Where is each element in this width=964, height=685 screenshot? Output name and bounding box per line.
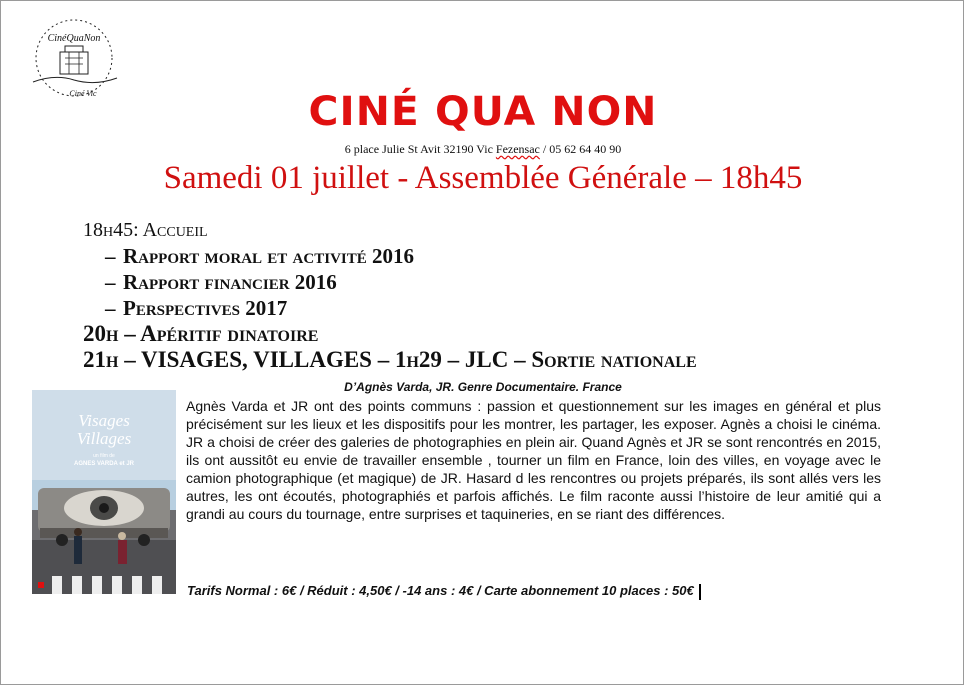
address-town: Fezensac: [495, 142, 540, 156]
event-subtitle: Samedi 01 juillet - Assemblée Générale – 18h45: [163, 160, 803, 196]
film-credit: D’Agnès Varda, JR. Genre Documentaire. France: [344, 380, 622, 394]
text-cursor: [699, 584, 701, 600]
address-prefix: 6 place Julie St Avit 32190 Vic: [344, 142, 496, 156]
address-line: [1, 142, 964, 157]
program-time: 18h45:: [83, 219, 139, 241]
poster-title-1: Visages: [78, 411, 130, 430]
film-poster-image: [32, 390, 176, 594]
svg-text:Ciné Vic: Ciné Vic: [69, 89, 97, 98]
program-item: – Rapport financier 2016: [105, 270, 337, 294]
poster-directors: AGNES VARDA et JR: [73, 461, 135, 467]
page-title: CINÉ QUA NON: [308, 89, 658, 135]
program-label: Accueil: [142, 219, 208, 241]
film-synopsis: Agnès Varda et JR ont des points communs : passion et questionnement sur les images en général et plus précisément sur les lieux et les dispositifs pour les montrer, les partager, les exposer. Agnès a choisi le cinéma. JR a choisi de créer des galeries de photographies en plein air. Quand Agnès et JR se sont rencontrés en 2015, ils ont aussitôt eu envie de travailler ensemble , tourner un film en France, loin des villes, en voyage avec le camion photographique (et magique) de JR. Hasard d les rencontres ou projets préparés, ils sont allés vers les autres, les ont écoutés, photographiés et parfois affichés. Le film raconte aussi l’histoire de leur amitié qui a grandi au cours du tournage, entre surprises et taquineries, en se riant des différences.: [186, 398, 881, 522]
program-list: [83, 217, 697, 373]
program-line-accueil: [83, 217, 697, 243]
svg-text:CinéQuaNon: CinéQuaNon: [47, 33, 101, 44]
program-line-aperitif: 20h – Apéritif dinatoire: [83, 321, 319, 346]
pricing-text: Tarifs Normal : 6€ / Réduit : 4,50€ / -14 ans : 4€ / Carte abonnement 10 places : 50€: [187, 583, 694, 598]
program-line-film: 21h – VISAGES, VILLAGES – 1h29 – JLC – Sortie nationale: [83, 347, 697, 372]
address-suffix: / 05 62 64 40 90: [539, 142, 622, 156]
pricing-line: [187, 583, 701, 600]
poster-by: un film de: [93, 453, 115, 459]
poster-title-2: Villages: [76, 429, 132, 448]
program-item: – Rapport moral et activité 2016: [105, 244, 414, 268]
program-item: – Perspectives 2017: [105, 296, 288, 320]
